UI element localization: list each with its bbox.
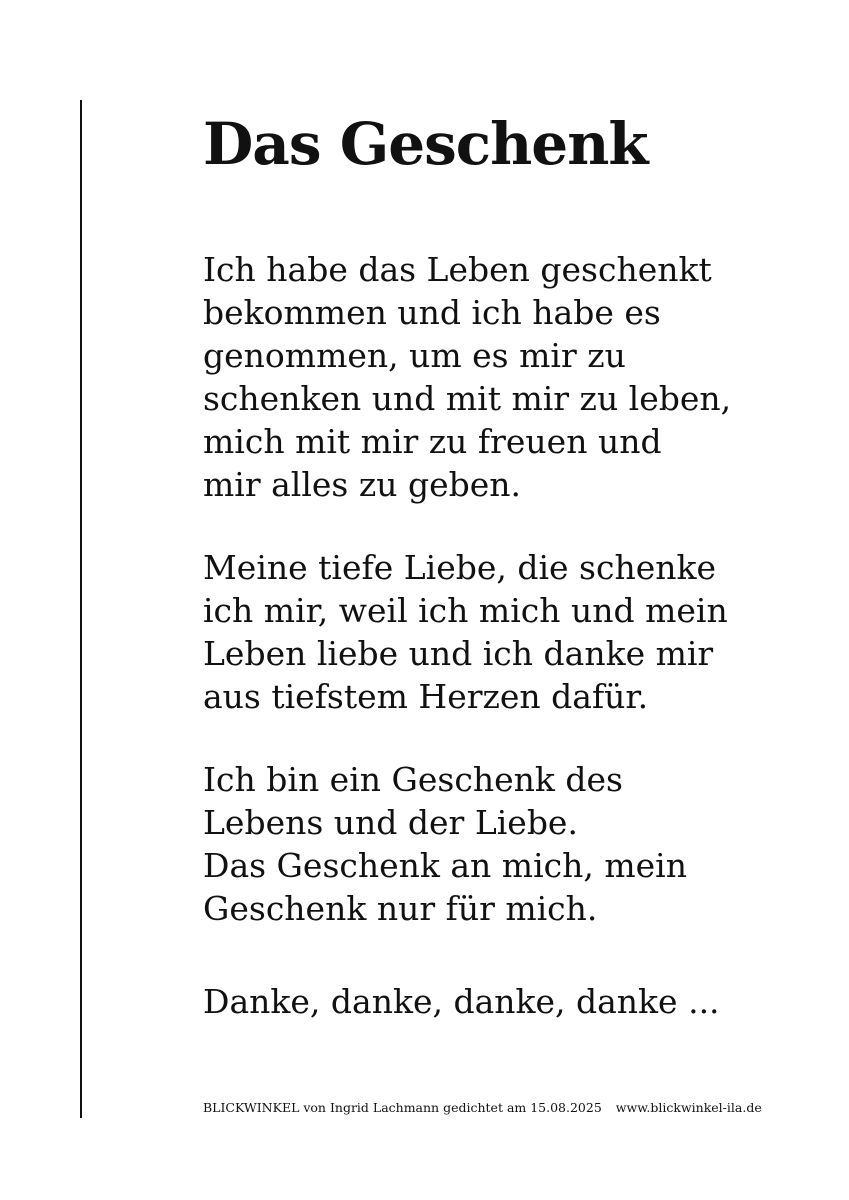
poem-line: mich mit mir zu freuen und <box>203 422 662 461</box>
poem-line: Meine tiefe Liebe, die schenke <box>203 548 717 587</box>
footer <box>203 1100 762 1116</box>
poem-line: Das Geschenk an mich, mein <box>203 846 687 885</box>
poem-title: Das Geschenk <box>203 110 648 178</box>
poem-line: schenken und mit mir zu leben, <box>203 379 732 418</box>
poem-line: Ich habe das Leben geschenkt <box>203 250 712 289</box>
poem-line: Ich bin ein Geschenk des <box>203 760 623 799</box>
poem-line: Lebens und der Liebe. <box>203 803 578 842</box>
poem-line: genommen, um es mir zu <box>203 336 626 375</box>
vertical-rule <box>80 100 82 1118</box>
stanza-4 <box>203 980 720 1023</box>
footer-credit: BLICKWINKEL von Ingrid Lachmann gedichtet am 15.08.2025 <box>203 1100 602 1115</box>
poem-line: Leben liebe und ich danke mir <box>203 634 714 673</box>
footer-website: www.blickwinkel-ila.de <box>615 1100 762 1115</box>
stanza-1 <box>203 248 731 506</box>
poem-line: mir alles zu geben. <box>203 465 522 504</box>
poem-line: Geschenk nur für mich. <box>203 889 598 928</box>
stanza-3 <box>203 758 687 930</box>
poem-line: Danke, danke, danke, danke ... <box>203 982 720 1021</box>
poem-line: aus tiefstem Herzen dafür. <box>203 677 649 716</box>
poem-line: bekommen und ich habe es <box>203 293 661 332</box>
stanza-2 <box>203 546 728 718</box>
poem-line: ich mir, weil ich mich und mein <box>203 591 728 630</box>
